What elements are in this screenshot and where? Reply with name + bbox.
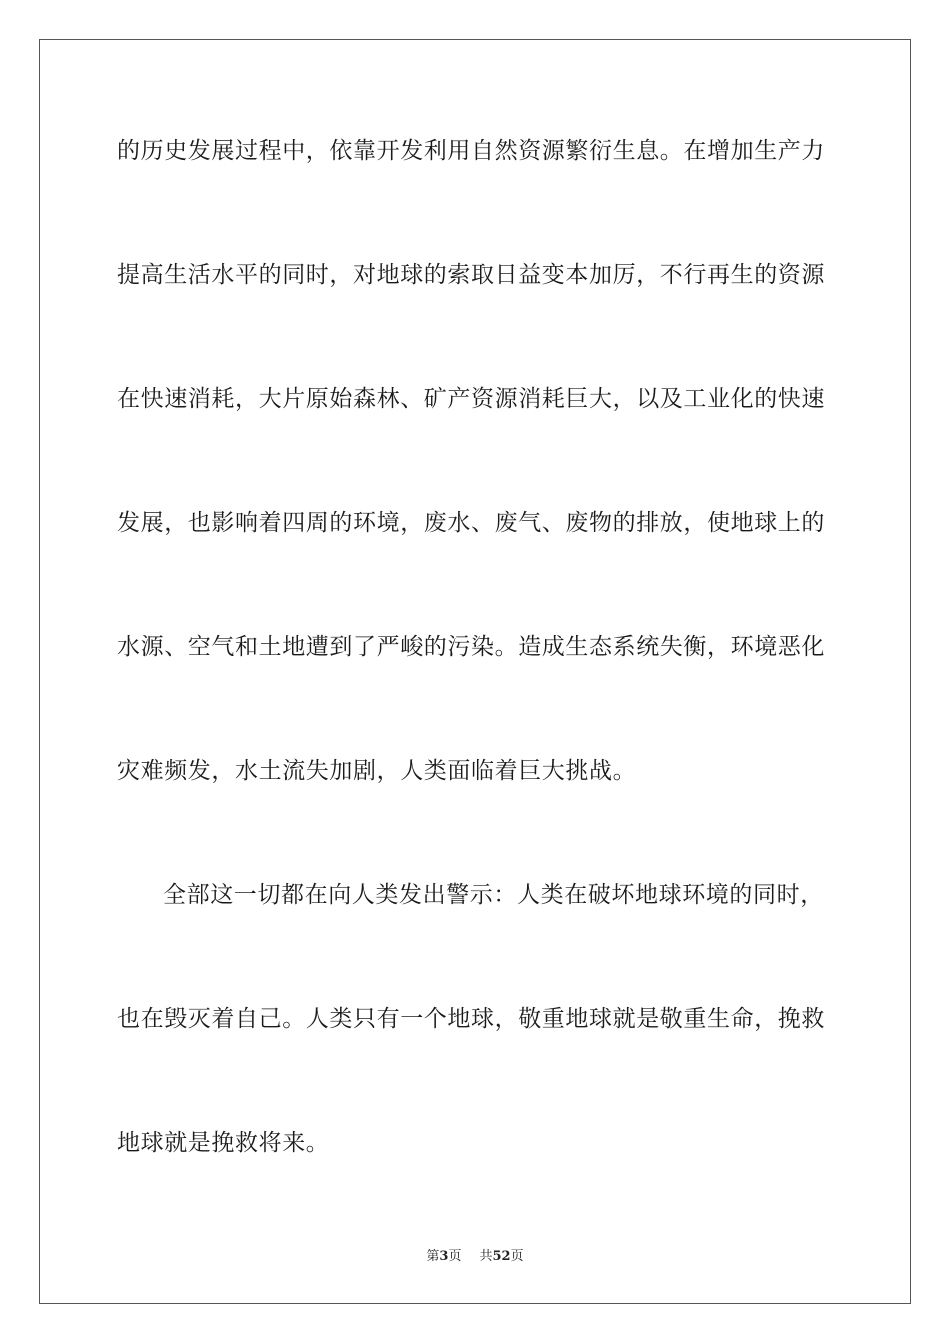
text-line-5: 水源、空气和土地遭到了严峻的污染。造成生态系统失衡，环境恶化 xyxy=(117,634,825,660)
text-line-1: 的历史发展过程中，依靠开发利用自然资源繁衍生息。在增加生产力 xyxy=(117,138,825,164)
text-line-3: 在快速消耗，大片原始森林、矿产资源消耗巨大，以及工业化的快速 xyxy=(117,386,825,412)
page-suffix: 页 xyxy=(448,1249,462,1264)
paragraph-2-line-3: 地球就是挽救将来。 xyxy=(117,1130,330,1156)
text-line-2: 提高生活水平的同时，对地球的索取日益变本加厉，不行再生的资源 xyxy=(117,262,825,288)
total-pages: 52 xyxy=(492,1249,511,1264)
paragraph-2-line-2: 也在毁灭着自己。人类只有一个地球，敬重地球就是敬重生命，挽救 xyxy=(117,1006,825,1032)
text-line-4: 发展，也影响着四周的环境，废水、废气、废物的排放，使地球上的 xyxy=(117,510,825,536)
page-footer xyxy=(0,1248,950,1266)
text-line-6: 灾难频发，水土流失加剧，人类面临着巨大挑战。 xyxy=(117,758,637,784)
page-prefix: 第 xyxy=(426,1249,440,1264)
total-prefix: 共 xyxy=(479,1249,493,1264)
total-suffix: 页 xyxy=(510,1249,524,1264)
paragraph-2-line-1: 全部这一切都在向人类发出警示：人类在破坏地球环境的同时， xyxy=(163,882,824,908)
page-border xyxy=(39,39,911,1304)
page-number: 3 xyxy=(439,1249,449,1264)
